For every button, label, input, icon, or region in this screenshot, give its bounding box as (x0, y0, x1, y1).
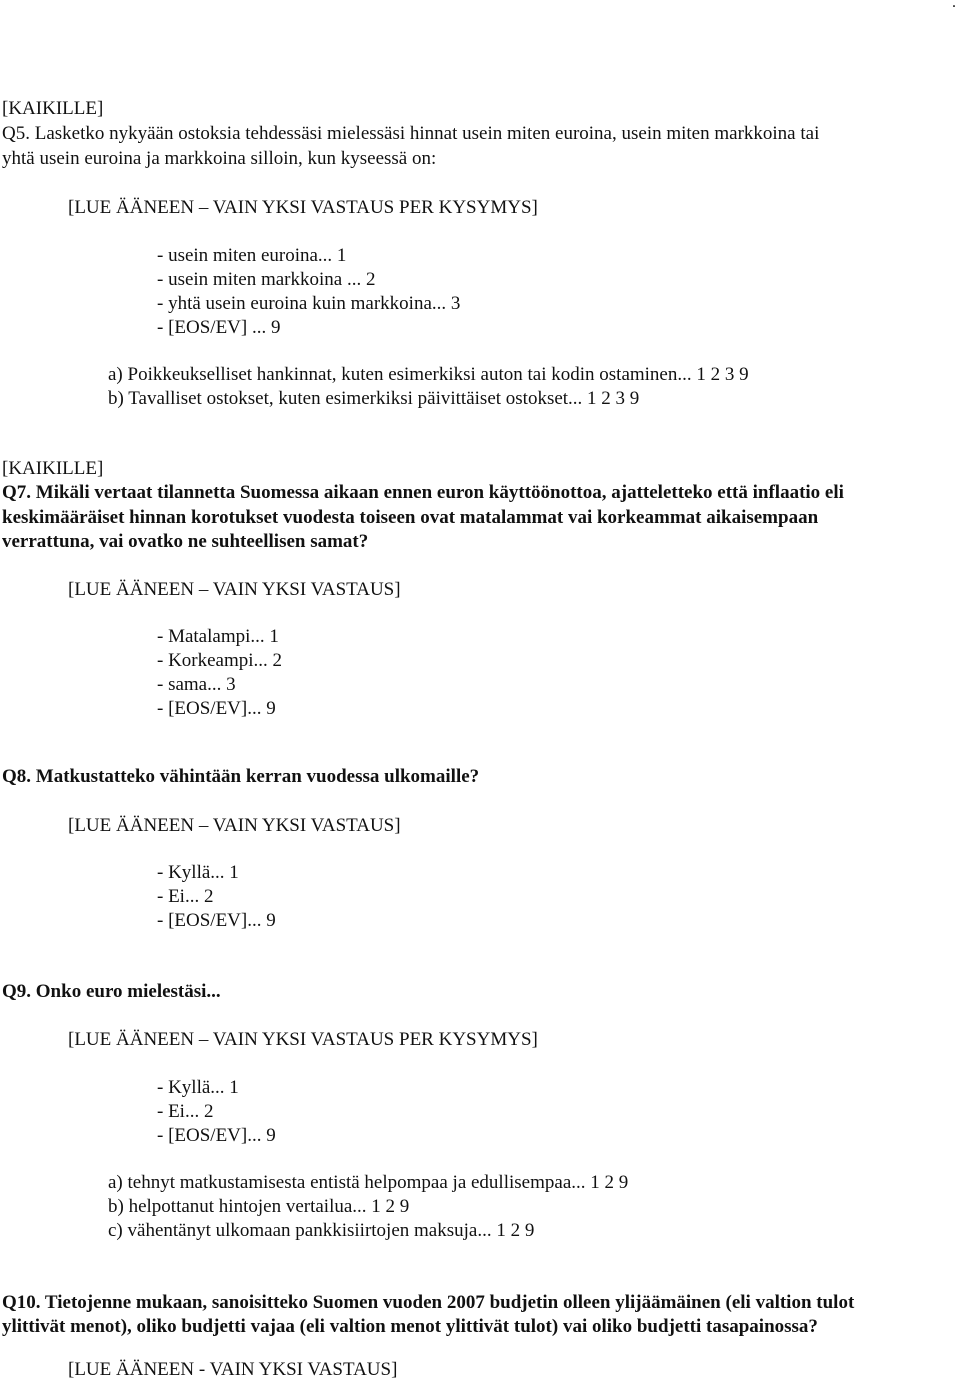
q9-option-3: - [EOS/EV]... 9 (157, 1125, 276, 1146)
q9-item-c: c) vähentänyt ulkomaan pankkisiirtojen maksuja... 1 2 9 (108, 1220, 535, 1241)
q5-question-line-1: Q5. Lasketko nykyään ostoksia tehdessäsi mielessäsi hinnat usein miten euroina, usein miten markkoina tai (2, 123, 820, 144)
q10-question-line-1: Q10. Tietojenne mukaan, sanoisitteko Suomen vuoden 2007 budjetin olleen ylijäämäinen (eli valtion tulot (2, 1292, 855, 1313)
q5-tag: [KAIKILLE] (2, 98, 104, 119)
q5-option-4: - [EOS/EV] ... 9 (157, 317, 281, 338)
corner-mark: . (952, 0, 956, 11)
q5-option-1: - usein miten euroina... 1 (157, 245, 347, 266)
q7-question-line-2: keskimääräiset hinnan korotukset vuodesta toiseen ovat matalammat vai korkeammat aikaisempaan (2, 507, 819, 528)
q7-option-3: - sama... 3 (157, 674, 236, 695)
q9-option-2: - Ei... 2 (157, 1101, 214, 1122)
q9-option-1: - Kyllä... 1 (157, 1077, 239, 1098)
q9-item-a: a) tehnyt matkustamisesta entistä helpompaa ja edullisempaa... 1 2 9 (108, 1172, 629, 1193)
q10-instruction: [LUE ÄÄNEEN - VAIN YKSI VASTAUS] (68, 1359, 398, 1380)
q9-item-b: b) helpottanut hintojen vertailua... 1 2 9 (108, 1196, 410, 1217)
q8-option-2: - Ei... 2 (157, 886, 214, 907)
q5-item-b: b) Tavalliset ostokset, kuten esimerkiksi päivittäiset ostokset... 1 2 3 9 (108, 388, 640, 409)
q5-item-a: a) Poikkeukselliset hankinnat, kuten esimerkiksi auton tai kodin ostaminen... 1 2 3 9 (108, 364, 749, 385)
q8-option-3: - [EOS/EV]... 9 (157, 910, 276, 931)
q9-instruction: [LUE ÄÄNEEN – VAIN YKSI VASTAUS PER KYSYMYS] (68, 1029, 538, 1050)
q7-question-line-3: verrattuna, vai ovatko ne suhteellisen samat? (2, 531, 369, 552)
q9-question: Q9. Onko euro mielestäsi... (2, 981, 221, 1002)
q7-question-line-1: Q7. Mikäli vertaat tilannetta Suomessa aikaan ennen euron käyttöönottoa, ajatteletteko että inflaatio eli (2, 482, 844, 503)
q7-option-1: - Matalampi... 1 (157, 626, 279, 647)
q7-tag: [KAIKILLE] (2, 458, 104, 479)
q7-instruction: [LUE ÄÄNEEN – VAIN YKSI VASTAUS] (68, 579, 401, 600)
q5-option-3: - yhtä usein euroina kuin markkoina... 3 (157, 293, 461, 314)
q8-question: Q8. Matkustatteko vähintään kerran vuodessa ulkomaille? (2, 766, 480, 787)
q5-option-2: - usein miten markkoina ... 2 (157, 269, 376, 290)
q5-question-line-2: yhtä usein euroina ja markkoina silloin, kun kyseessä on: (2, 148, 437, 169)
q8-option-1: - Kyllä... 1 (157, 862, 239, 883)
q10-question-line-2: ylittivät menot), oliko budjetti vajaa (eli valtion menot ylittivät tulot) vai oliko budjetti tasapainossa? (2, 1316, 818, 1337)
q8-instruction: [LUE ÄÄNEEN – VAIN YKSI VASTAUS] (68, 815, 401, 836)
q7-option-4: - [EOS/EV]... 9 (157, 698, 276, 719)
q5-instruction: [LUE ÄÄNEEN – VAIN YKSI VASTAUS PER KYSYMYS] (68, 197, 538, 218)
q7-option-2: - Korkeampi... 2 (157, 650, 283, 671)
